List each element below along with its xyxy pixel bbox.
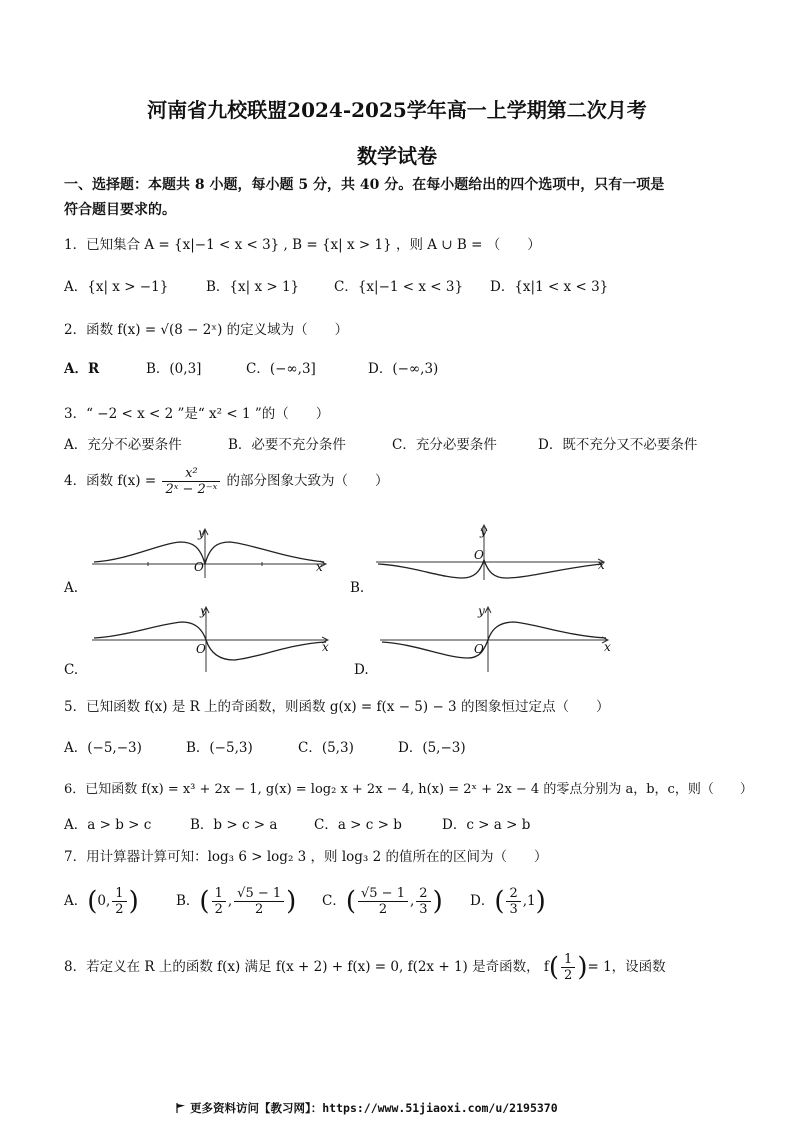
q3-option-a: A．充分不必要条件 — [64, 437, 182, 453]
q1-option-d: D．{x|1 < x < 3} — [490, 279, 609, 295]
q7-option-c-den: 2 — [378, 902, 388, 917]
question-5-stem: 5．已知函数 f(x) 是 R 上的奇函数，则函数 g(x) = f(x − 5) − 3 的图象恒过定点（ ） — [64, 699, 610, 715]
q7-option-b-den: 2 — [214, 902, 223, 917]
q7-option-d: D．( $\frac{2}{3}$ ,1) — [470, 886, 546, 917]
q6-option-c: C．a > c > b — [314, 817, 402, 833]
question-4-stem — [64, 466, 389, 497]
q4-graph-d-y-label: y — [478, 604, 485, 618]
q6-option-b: B．b > c > a — [190, 817, 278, 833]
q7-option-d-den: 3 — [509, 902, 518, 917]
question-7-stem: 7．用计算器计算可知：log₃ 6 > log₂ 3 ，则 log₃ 2 的值所在的区间为（ ） — [64, 849, 548, 865]
q7-option-c-num2: 2 — [416, 886, 430, 902]
q4-graph-d-label: D. — [354, 662, 369, 678]
q4-numerator: x² — [162, 466, 220, 482]
section-heading-cont: 符合题目要求的。 — [64, 202, 176, 218]
q3-option-c: C．充分必要条件 — [392, 437, 497, 453]
q4-graph-b-label: B. — [350, 580, 365, 596]
q7-option-b-num: 1 — [212, 886, 226, 902]
q8-stem-suffix: = 1，设函数 — [587, 959, 666, 975]
question-1-stem: 1．已知集合 A = {x|−1 < x < 3} , B = {x| x > 1} ，则 A ∪ B = （ ） — [64, 237, 541, 253]
q4-stem-prefix: 4．函数 f(x) = — [64, 473, 157, 489]
q4-graph-a-origin: O — [194, 560, 204, 574]
question-8-stem: 8．若定义在 R 上的函数 f(x) 满足 f(x + 2) + f(x) = 0, f(2x + 1) 是奇函数， f( $\frac{1}{2}$ )= 1，设函数 — [64, 952, 666, 983]
q5-option-d: D．(5,−3) — [398, 740, 466, 756]
question-6-stem: 6．已知函数 f(x) = x³ + 2x − 1, g(x) = log₂ x + 2x − 4, h(x) = 2ˣ + 2x − 4 的零点分别为 a，b，c，则（ ） — [64, 782, 753, 797]
q7-option-c-comma: , — [409, 893, 415, 909]
q7-option-c: C．( $\frac{√5 - 1}{2}$ , $\frac{2}{3}$ ) — [322, 886, 443, 917]
q1-option-c: C．{x|−1 < x < 3} — [334, 279, 464, 295]
q5-option-a: A．(−5,−3) — [64, 740, 142, 756]
q7-option-b: B．( $\frac{1}{2}$ , $\frac{√5 - 1}{2}$ ) — [176, 886, 297, 917]
flag-icon — [176, 1103, 186, 1113]
q2-option-c: C．(−∞,3] — [246, 361, 316, 377]
q4-denominator: 2ˣ − 2⁻ˣ — [165, 482, 218, 497]
q4-graph-c-label: C. — [64, 662, 79, 678]
q7-option-b-num2: √5 − 1 — [234, 886, 284, 902]
q7-option-a-num: 1 — [112, 886, 126, 902]
q2-option-b: B．(0,3] — [146, 361, 202, 377]
q3-option-b: B．必要不充分条件 — [228, 437, 346, 453]
q5-option-c: C．(5,3) — [298, 740, 354, 756]
q8-num: 1 — [561, 952, 575, 968]
q4-graph-b-origin: O — [474, 548, 484, 562]
q7-option-c-label: C． — [322, 893, 346, 909]
q3-option-d: D．既不充分又不必要条件 — [538, 437, 698, 453]
q7-option-d-label: D． — [470, 893, 495, 909]
q4-graph-b-x-label: x — [598, 558, 605, 572]
q6-option-d: D．c > a > b — [442, 817, 531, 833]
q4-graph-c-origin: O — [196, 642, 206, 656]
q7-option-a-left: 0, — [97, 893, 111, 909]
q4-graph-d-origin: O — [474, 642, 484, 656]
footer-link[interactable] — [176, 1100, 558, 1116]
q7-option-d-num: 2 — [506, 886, 520, 902]
q1-option-b: B．{x| x > 1} — [206, 279, 300, 295]
q4-graph-c-x-label: x — [322, 640, 329, 654]
q7-option-a: A．(0, $\frac{1}{2}$ ) — [64, 886, 139, 917]
q2-option-a: A．R — [64, 361, 100, 377]
q4-graph-a-label: A. — [64, 580, 79, 596]
q4-graph-a-x-label: x — [316, 560, 323, 574]
q8-den: 2 — [564, 968, 573, 983]
q4-graph-c — [88, 604, 338, 674]
q7-option-d-right: ,1 — [522, 893, 536, 909]
q7-option-a-den: 2 — [115, 902, 124, 917]
q4-graph-a — [88, 524, 338, 580]
q6-option-a: A．a > b > c — [64, 817, 152, 833]
q2-option-d: D．(−∞,3) — [368, 361, 439, 377]
q4-graph-b-y-label: y — [480, 524, 487, 538]
page-subtitle: 数学试卷 — [357, 144, 437, 168]
q7-option-b-comma: , — [227, 893, 233, 909]
q7-option-c-den2: 3 — [419, 902, 428, 917]
q8-stem-prefix: 8．若定义在 R 上的函数 f(x) 满足 f(x + 2) + f(x) = 0, f(2x + 1) 是奇函数， f — [64, 959, 549, 975]
question-2-stem: 2．函数 f(x) = √(8 − 2ˣ) 的定义域为（ ） — [64, 322, 349, 338]
section-heading: 一、选择题：本题共 8 小题，每小题 5 分，共 40 分。在每小题给出的四个选项中，只有一项是 — [64, 177, 665, 193]
footer-text: 更多资料访问【教习网】：https://www.51jiaoxi.com/u/2195370 — [190, 1101, 558, 1115]
q4-graph-b — [372, 522, 612, 582]
q7-option-b-label: B． — [176, 893, 200, 909]
q4-graph-d-x-label: x — [604, 640, 611, 654]
q7-option-a-label: A． — [64, 893, 88, 909]
q4-stem-suffix: 的部分图象大致为（ ） — [226, 473, 389, 489]
q4-fraction — [162, 466, 220, 497]
q5-option-b: B．(−5,3) — [186, 740, 253, 756]
q7-option-c-num: √5 − 1 — [358, 886, 408, 902]
page-title: 河南省九校联盟2024-2025学年高一上学期第二次月考 — [147, 98, 647, 122]
q4-graph-a-y-label: y — [198, 526, 205, 540]
q1-option-a: A．{x| x > −1} — [64, 279, 169, 295]
question-3-stem: 3．“ −2 < x < 2 ”是“ x² < 1 ”的（ ） — [64, 406, 330, 422]
q4-graph-c-y-label: y — [200, 604, 207, 618]
q7-option-b-den2: 2 — [255, 902, 264, 917]
q4-graph-d — [376, 604, 616, 674]
